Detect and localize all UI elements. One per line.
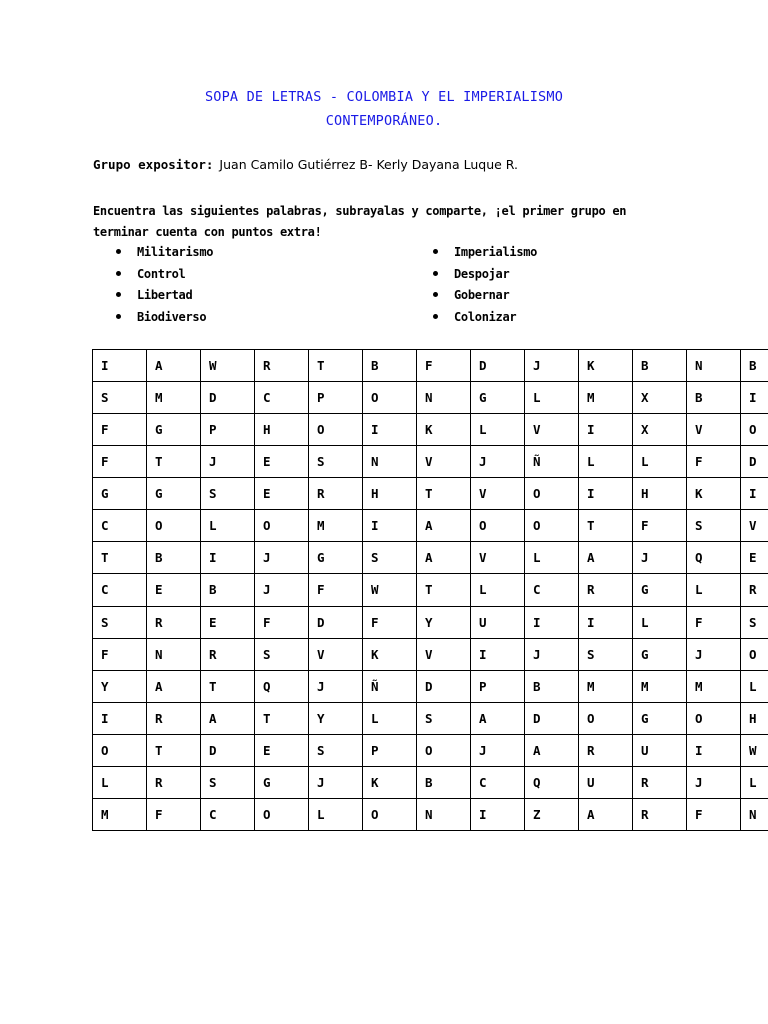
grid-cell: N [417,798,471,830]
grid-cell: F [93,414,147,446]
grid-cell: R [147,702,201,734]
grid-cell: L [633,446,687,478]
grid-cell: N [147,638,201,670]
grid-cell: M [579,670,633,702]
grid-cell: S [417,702,471,734]
grid-cell: R [633,766,687,798]
grid-cell: V [687,414,741,446]
grid-cell: U [579,766,633,798]
grid-cell: R [255,350,309,382]
grid-cell: I [93,702,147,734]
grid-cell: O [687,702,741,734]
grid-cell: N [687,350,741,382]
grid-cell: O [417,734,471,766]
word-list-item [433,264,537,286]
grid-cell: S [93,382,147,414]
grid-cell: F [687,446,741,478]
grid-cell: E [201,606,255,638]
word-list-item [433,307,537,329]
grid-cell: I [579,414,633,446]
grid-cell: B [741,350,768,382]
title-line-1: SOPA DE LETRAS - COLOMBIA Y EL IMPERIALISMO [204,89,564,105]
grid-cell: I [741,478,768,510]
grid-cell: R [741,574,768,606]
word-label: Imperialismo [454,245,538,259]
grid-cell: J [525,350,579,382]
grid-cell: G [255,766,309,798]
bullet-icon [116,292,121,297]
grid-row [93,638,768,670]
grid-cell: T [255,702,309,734]
grid-cell: J [687,638,741,670]
grid-cell: R [579,734,633,766]
grid-cell: D [417,670,471,702]
grid-cell: T [309,350,363,382]
grid-cell: S [741,606,768,638]
grid-cell: X [633,414,687,446]
grid-cell: V [741,510,768,542]
grid-cell: F [417,350,471,382]
grid-row [93,382,768,414]
grid-cell: L [633,606,687,638]
grid-cell: I [579,606,633,638]
grid-cell: I [201,542,255,574]
grid-cell: D [741,446,768,478]
grid-cell: T [417,574,471,606]
grid-row [93,414,768,446]
word-label: Libertad [137,288,193,302]
grid-cell: P [471,670,525,702]
word-list-item [116,285,213,307]
grid-cell: C [471,766,525,798]
grid-cell: L [525,542,579,574]
grid-cell: O [147,510,201,542]
word-list-item [116,264,213,286]
grid-cell: J [633,542,687,574]
grid-cell: W [201,350,255,382]
grid-cell: J [471,734,525,766]
grid-cell: J [201,446,255,478]
grid-cell: F [687,606,741,638]
bullet-icon [116,271,121,276]
grid-row [93,766,768,798]
grid-cell: S [309,734,363,766]
grid-cell: U [471,606,525,638]
word-list-item [433,242,537,264]
grid-cell: O [255,798,309,830]
grid-cell: K [363,766,417,798]
grid-cell: F [147,798,201,830]
grid-cell: T [417,478,471,510]
grid-row [93,734,768,766]
grid-cell: A [147,670,201,702]
grid-cell: G [147,478,201,510]
grid-cell: X [633,382,687,414]
grid-cell: R [309,478,363,510]
grid-cell: K [579,350,633,382]
word-list-item [116,307,213,329]
grid-cell: O [255,510,309,542]
grid-cell: O [579,702,633,734]
grid-cell: E [255,446,309,478]
grid-cell: S [687,510,741,542]
grid-row [93,798,768,830]
grid-cell: S [93,606,147,638]
word-label: Control [137,266,186,281]
grid-cell: J [255,542,309,574]
grid-cell: J [525,638,579,670]
grid-cell: Z [525,798,579,830]
grid-cell: R [201,638,255,670]
grid-cell: I [525,606,579,638]
grid-cell: I [471,798,525,830]
grid-cell: G [93,478,147,510]
grid-cell: V [471,542,525,574]
grid-cell: F [255,606,309,638]
grid-cell: I [741,382,768,414]
grid-cell: O [525,478,579,510]
grid-cell: J [471,446,525,478]
grid-cell: C [255,382,309,414]
word-search-grid [92,349,768,831]
grid-cell: O [471,510,525,542]
grid-cell: Ñ [525,446,579,478]
grid-cell: G [471,382,525,414]
grid-cell: U [633,734,687,766]
grid-cell: O [741,638,768,670]
grid-row [93,542,768,574]
grid-cell: Y [417,606,471,638]
grid-cell: Q [687,542,741,574]
grid-cell: S [363,542,417,574]
grid-cell: D [309,606,363,638]
bullet-icon [116,314,121,319]
title-line-2: CONTEMPORÁNEO. [325,113,443,129]
grid-cell: C [201,798,255,830]
grid-cell: R [147,606,201,638]
word-list-right [433,242,537,328]
grid-cell: R [579,574,633,606]
word-list-item [433,285,537,307]
grid-cell: K [417,414,471,446]
grid-cell: V [471,478,525,510]
grid-cell: B [147,542,201,574]
grid-cell: L [741,670,768,702]
grid-cell: L [687,574,741,606]
grid-cell: P [363,734,417,766]
grid-cell: A [417,510,471,542]
grid-cell: E [255,734,309,766]
grid-cell: N [741,798,768,830]
grid-cell: Y [93,670,147,702]
word-label: Militarismo [137,245,214,259]
grid-cell: A [579,798,633,830]
grid-cell: J [309,670,363,702]
grid-cell: K [363,638,417,670]
grid-cell: G [633,702,687,734]
grid-row [93,510,768,542]
grid-cell: D [471,350,525,382]
grid-row [93,606,768,638]
grid-cell: I [579,478,633,510]
grid-cell: E [255,478,309,510]
presenter-group [93,157,518,172]
grid-cell: F [633,510,687,542]
grid-cell: F [93,446,147,478]
grid-cell: Ñ [363,670,417,702]
grid-cell: C [93,510,147,542]
grid-row [93,670,768,702]
grid-cell: M [687,670,741,702]
grid-cell: Y [309,702,363,734]
grid-cell: P [201,414,255,446]
grid-cell: I [687,734,741,766]
grid-cell: D [201,382,255,414]
grid-cell: M [93,798,147,830]
grid-cell: J [687,766,741,798]
grid-cell: E [147,574,201,606]
grid-cell: F [93,638,147,670]
grid-row [93,574,768,606]
grid-cell: A [525,734,579,766]
grid-cell: D [201,734,255,766]
grid-cell: T [201,670,255,702]
grid-cell: I [363,414,417,446]
grid-cell: O [525,510,579,542]
grid-cell: S [201,766,255,798]
grid-cell: A [201,702,255,734]
grid-cell: G [633,574,687,606]
presenter-names: Juan Camilo Gutiérrez B- Kerly Dayana Luque R. [219,157,519,172]
grid-cell: G [633,638,687,670]
grid-cell: C [93,574,147,606]
grid-cell: L [471,574,525,606]
grid-row [93,446,768,478]
grid-cell: L [579,446,633,478]
grid-cell: N [417,382,471,414]
grid-cell: I [363,510,417,542]
grid-cell: A [417,542,471,574]
grid-cell: L [93,766,147,798]
grid-cell: P [309,382,363,414]
grid-cell: K [687,478,741,510]
word-label: Colonizar [454,309,517,324]
grid-cell: O [363,798,417,830]
bullet-icon [433,271,438,276]
grid-cell: S [309,446,363,478]
grid-cell: H [741,702,768,734]
grid-cell: A [147,350,201,382]
bullet-icon [433,292,438,297]
grid-cell: B [687,382,741,414]
grid-cell: S [255,638,309,670]
grid-cell: L [309,798,363,830]
grid-cell: Q [525,766,579,798]
grid-cell: A [579,542,633,574]
grid-cell: E [741,542,768,574]
grid-cell: W [741,734,768,766]
word-label: Gobernar [454,288,510,302]
grid-cell: L [525,382,579,414]
grid-cell: F [309,574,363,606]
word-list-item [116,242,213,264]
grid-cell: V [309,638,363,670]
grid-cell: T [579,510,633,542]
bullet-icon [116,249,121,254]
grid-cell: M [309,510,363,542]
grid-cell: T [93,542,147,574]
grid-row [93,478,768,510]
grid-cell: N [363,446,417,478]
grid-cell: V [417,638,471,670]
instructions-text: Encuentra las siguientes palabras, subrayalas y comparte, ¡el primer grupo en terminar cuenta con puntos extra! [93,204,627,239]
grid-cell: O [309,414,363,446]
grid-cell: M [633,670,687,702]
grid-cell: L [201,510,255,542]
grid-cell: L [471,414,525,446]
grid-cell: B [525,670,579,702]
grid-cell: J [255,574,309,606]
grid-cell: H [633,478,687,510]
word-label: Biodiverso [137,309,207,324]
grid-cell: R [633,798,687,830]
grid-cell: L [741,766,768,798]
grid-cell: H [255,414,309,446]
grid-cell: B [417,766,471,798]
grid-cell: F [687,798,741,830]
grid-cell: O [741,414,768,446]
grid-cell: S [579,638,633,670]
grid-cell: B [201,574,255,606]
grid-cell: V [525,414,579,446]
grid-cell: B [363,350,417,382]
grid-cell: G [309,542,363,574]
presenter-label: Grupo expositor: [93,157,214,172]
grid-cell: V [417,446,471,478]
bullet-icon [433,314,438,319]
grid-cell: B [633,350,687,382]
grid-cell: F [363,606,417,638]
grid-cell: W [363,574,417,606]
grid-cell: I [93,350,147,382]
grid-cell: M [147,382,201,414]
bullet-icon [433,249,438,254]
grid-cell: O [363,382,417,414]
grid-cell: D [525,702,579,734]
grid-cell: R [147,766,201,798]
grid-cell: H [363,478,417,510]
word-list-left [116,242,213,328]
grid-cell: L [363,702,417,734]
grid-cell: T [147,446,201,478]
grid-cell: I [471,638,525,670]
grid-cell: A [471,702,525,734]
grid-cell: C [525,574,579,606]
grid-cell: S [201,478,255,510]
grid-cell: Q [255,670,309,702]
grid-cell: T [147,734,201,766]
grid-row [93,702,768,734]
grid-cell: O [93,734,147,766]
word-label: Despojar [454,266,510,281]
grid-cell: J [309,766,363,798]
grid-row [93,350,768,382]
grid-cell: M [579,382,633,414]
grid-cell: G [147,414,201,446]
